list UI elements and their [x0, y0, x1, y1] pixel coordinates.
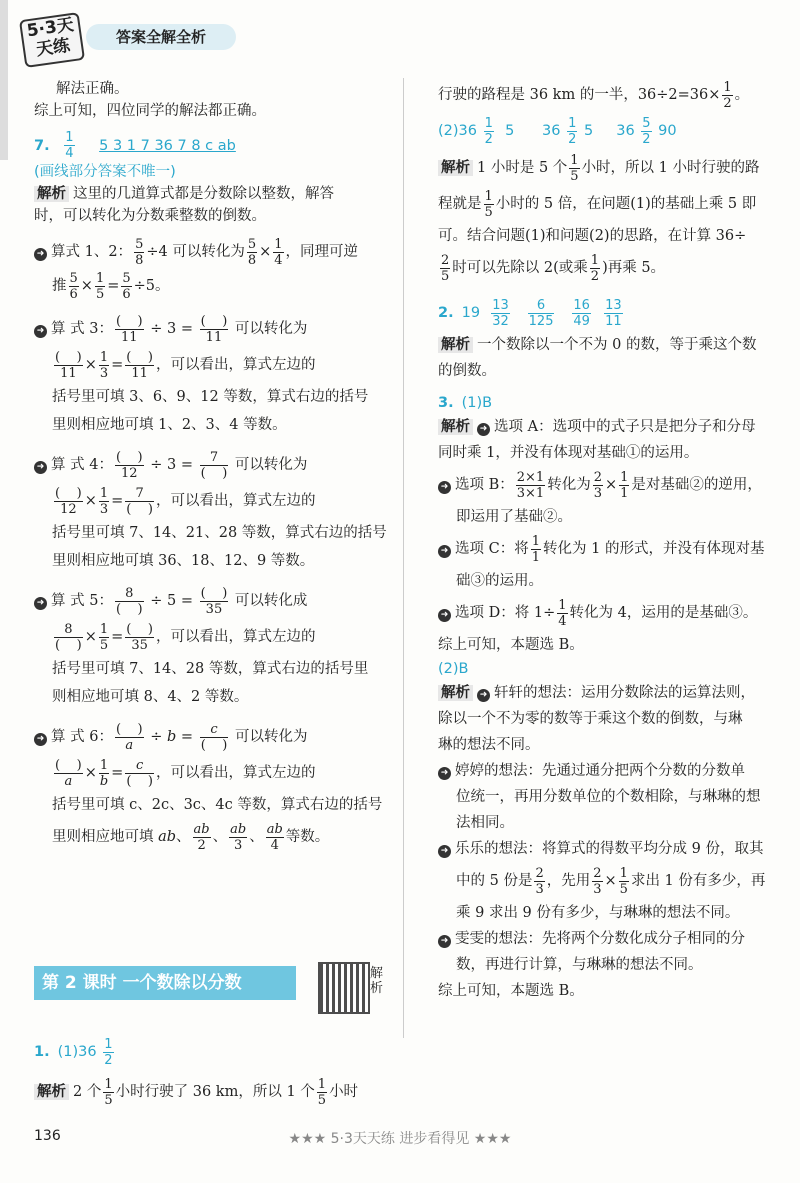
jiexi-tag: 解析 [438, 419, 473, 435]
answer: (2)36 [438, 123, 477, 139]
text-span: ，可以看出，算式左边的 [155, 629, 316, 645]
jiexi-tag: 解析 [34, 186, 69, 202]
text-line: 综上可知，本题选 B。 [438, 637, 584, 653]
left-column: 解法正确。 综上可知，四位同学的解法都正确。 7. $\frac{1}{4}$ 5 3 1 7 36 7 8 c ab (画线部分答案不唯一) 解析 这里的几道算式都是分数除以整数，解答 时，可以转化为分数乘整数的倒数。 ➜ 算式 1、2： $\frac{5}{8}$ ÷4 可以转化为 $\frac{5}{8}$ × $\frac{1}{4}$ ，同理可逆 推 $\frac{5}{6}$ × $\frac{1}{5}$ = $\frac{5}{6}$ ÷5。 ➜ 算 式 3： $\frac{( )}{11}$ ÷ 3 = $\frac{( )}{11}$ 可以转化为 $\frac{( )}{11}$ × $\frac{1}{3}$ = $\frac{( )}{11}$ ，可以看出，算式左边的 括号里可填 3、6、9、12 等数，算式右边的括号 里则相应地可填 1、2、3、4 等数。 ➜ 算 式 4： $\frac{( )}{12}$ ÷ 3 = $\frac{7}{( )}$ 可以转化为 $\frac{( )}{12}$ × $\frac{1}{3}$ = $\frac{7}{( )}$ ，可以看出，算式左边的 括号里可填 7、14、21、28 等数，算式右边的括号 里则相应地可填 36、18、12、9 等数。 ➜ 算 式 5： $\frac{8}{( )}$ ÷ 5 = $\frac{( )}{35}$ 可以转化成 $\frac{8}{( )}$ × $\frac{1}{5}$ = $\frac{( )}{35}$ ，可以看出，算式左边的 括号里可填 7、14、28 等数，算式右边的括号里 则相应地可填 8、4、2 等数。 ➜ 算 式 6： $\frac{( )}{a}$ ÷ b = $\frac{c}{( )}$ 可以转化为 $\frac{( )}{a}$ × $\frac{1}{b}$ = $\frac{c}{( )}$ ，可以看出，算式左边的 括号里可填 c、2c、3c、4c 等数，算式右边的括号 里则相应地可填 ab、 $\frac{ab}{2}$ 、 $\frac{ab}{3}$ 、 $\frac{ab}{4}$ 等数。 [34, 78, 379, 855]
text-line: 除以一个不为零的数等于乘这个数的倒数，与琳 [438, 711, 743, 727]
q7-answers: 5 3 1 7 36 7 8 c ab [99, 137, 236, 154]
arrow-icon: ➜ [438, 481, 451, 494]
answer: (1)B [461, 395, 493, 411]
text-span: 选项 D：将 1÷ [455, 605, 556, 621]
arrow-icon: ➜ [34, 733, 47, 746]
jiexi-tag: 解析 [34, 1084, 69, 1100]
text-span: 小时的 5 倍，在问题(1)的基础上乘 5 即 [495, 196, 757, 212]
arrow-icon: ➜ [438, 609, 451, 622]
text-span: 算 式 4： [51, 457, 113, 473]
text-span: ，可以看出，算式左边的 [156, 765, 316, 781]
text-span: 转化为 1 的形式，并没有体现对基 [543, 541, 765, 557]
text-line: 可。结合问题(1)和问题(2)的思路，在计算 36÷ [438, 228, 747, 244]
text-line: 数，再进行计算，与琳琳的想法不同。 [456, 957, 703, 973]
question-number: 3. [438, 395, 454, 411]
text-span: 婷婷的想法：先通过通分把两个分数的分数单 [455, 763, 745, 779]
question-number: 1. [34, 1044, 50, 1060]
text-span: )再乘 5。 [602, 260, 666, 276]
text-line: 时，可以转化为分数乘整数的倒数。 [34, 208, 266, 224]
text-line: 位统一，再用分数单位的个数相除，与琳琳的想 [456, 789, 761, 805]
text-span: 程就是 [438, 196, 482, 212]
text-line: 括号里可填 7、14、28 等数，算式右边的括号里 [52, 661, 369, 677]
arrow-icon: ➜ [438, 845, 451, 858]
text-span: 选项 A：选项中的式子只是把分子和分母 [494, 419, 756, 435]
question-number: 7. [34, 137, 50, 154]
text-line: 括号里可填 3、6、9、12 等数，算式右边的括号 [52, 389, 369, 405]
text-line: 即运用了基础②。 [456, 509, 572, 525]
text-span: 轩轩的想法：运用分数除法的运算法则， [494, 685, 755, 701]
text-span: 2 个 [73, 1084, 102, 1100]
header-banner: 答案全解全析 [86, 24, 236, 50]
jiexi-tag: 解析 [438, 160, 473, 176]
text-span: 推 [52, 278, 67, 294]
text-span: 里则相应地可填 [52, 829, 154, 845]
arrow-icon: ➜ [477, 689, 490, 702]
page-number: 136 [34, 1128, 61, 1144]
answer: (1)36 [57, 1044, 97, 1060]
text-span: 1 小时是 5 个 [477, 160, 568, 176]
q7-note: (画线部分答案不唯一) [34, 164, 176, 180]
text-line: 础③的运用。 [456, 573, 543, 589]
text-span: 时可以先除以 2(或乘 [452, 260, 588, 276]
text-span: 算 式 5： [51, 593, 113, 609]
text-line: 这里的几道算式都是分数除以整数，解答 [73, 186, 334, 202]
text-span: 小时行驶了 36 km，所以 1 个 [115, 1084, 315, 1100]
arrow-icon: ➜ [477, 423, 490, 436]
answer: (2)B [438, 661, 469, 677]
text-span: 转化为 4，运用的是基础③。 [569, 605, 758, 621]
text-line: 综上可知，四位同学的解法都正确。 [34, 103, 266, 119]
arrow-icon: ➜ [34, 248, 47, 261]
text-span: 可以转化为 [234, 321, 308, 337]
answer: 19 [461, 305, 481, 321]
fraction: $\frac{1}{4}$ [65, 130, 74, 161]
page-footer: ★★★ 5·3天天练 进步看得见 ★★★ [288, 1131, 512, 1147]
text-line: 琳的想法不同。 [438, 737, 540, 753]
text-span: 中的 5 份是 [456, 873, 533, 889]
text-line: 乘 9 求出 9 份有多少，与琳琳的想法不同。 [456, 905, 740, 921]
text-span: ，可以看出，算式左边的 [155, 493, 316, 509]
text-span: 乐乐的想法：将算式的得数平均分成 9 份，取其 [455, 841, 764, 857]
text-span: 选项 B： [455, 477, 514, 493]
arrow-icon: ➜ [34, 461, 47, 474]
text-line: 括号里可填 c、2c、3c、4c 等数，算式右边的括号 [52, 797, 383, 813]
jiexi-tag: 解析 [438, 337, 473, 353]
text-span: 可以转化为 [234, 457, 308, 473]
text-span: 算式 1、2： [51, 244, 133, 260]
text-span: ，可以看出，算式左边的 [155, 357, 316, 373]
text-span: 小时，所以 1 小时行驶的路 [581, 160, 760, 176]
text-span: 算 式 6： [51, 729, 113, 745]
q7-answer-line [34, 130, 379, 161]
jiexi-tag: 解析 [438, 685, 473, 701]
qr-code-icon[interactable] [318, 962, 370, 1014]
page-edge [0, 0, 8, 160]
text-span: 转化为 [547, 477, 591, 493]
question-number: 2. [438, 305, 454, 321]
text-span: 行驶的路程是 36 km 的一半，36÷2=36× [438, 87, 721, 103]
text-line: 的倒数。 [438, 363, 496, 379]
text-line: 里则相应地可填 1、2、3、4 等数。 [52, 417, 287, 433]
right-column: 行驶的路程是 36 km 的一半，36÷2=36× $\frac{1}{2}$ 。 (2)36 $\frac{1}{2}$ 5 36 $\frac{1}{2}$ 5 36 $\frac{5}{2}$ 90 解析 1 小时是 5 个 $\frac{1}{5}$ 小时，所以 1 小时行驶的路 程就是 $\frac{1}{5}$ 小时的 5 倍，在问题(1)的基础上乘 5 即 可。结合问题(1)和问题(2)的思路，在计算 36÷ $\frac{2}{5}$ 时可以先除以 2(或乘 $\frac{1}{2}$ )再乘 5。 2. 19 $\frac{13}{32}$ $\frac{6}{125}$ $\frac{16}{49}$ $\frac{13}{11}$ 解析 一个数除以一个不为 0 的数，等于乘这个数 的倒数。 3. (1)B 解析 ➜ 选项 A：选项中的式子只是把分子和分母 同时乘 1，并没有体现对基础①的运用。 ➜ 选项 B： $\frac{2\times 1}{3\times 1}$ 转化为 $\frac{2}{3}$ × $\frac{1}{1}$ 是对基础②的逆用， 即运用了基础②。 ➜ 选项 C：将 $\frac{1}{1}$ 转化为 1 的形式，并没有体现对基 础③的运用。 ➜ 选项 D：将 1÷ $\frac{1}{4}$ 转化为 4，运用的是基础③。 综上可知，本题选 B。 (2)B 解析 ➜ 轩轩的想法：运用分数除法的运算法则， 除以一个不为零的数等于乘这个数的倒数，与琳 琳的想法不同。 ➜ 婷婷的想法：先通过通分把两个分数的分数单 位统一，再用分数单位的个数相除，与琳琳的想 法相同。 ➜ 乐乐的想法：将算式的得数平均分成 9 份，取其 中的 5 份是 $\frac{2}{3}$ ，先用 $\frac{2}{3}$ × $\frac{1}{5}$ 求出 1 份有多少，再 乘 9 求出 9 份有多少，与琳琳的想法不同。 ➜ 雯雯的想法：先将两个分数化成分子相同的分 数，再进行计算，与琳琳的想法不同。 综上可知，本题选 B。 [438, 78, 778, 1004]
text-line: 综上可知，本题选 B。 [438, 983, 584, 999]
text-line: 同时乘 1，并没有体现对基础①的运用。 [438, 445, 699, 461]
arrow-icon: ➜ [438, 767, 451, 780]
text-span: 可以转化为 [172, 244, 245, 260]
text-span: ，先用 [546, 873, 591, 889]
text-span: 可以转化成 [234, 593, 308, 609]
lesson2-q1: 1. (1)36 $\frac{1}{2}$ 解析 2 个 $\frac{1}{5}$ 小时行驶了 36 km，所以 1 个 $\frac{1}{5}$ 小时 [34, 1036, 359, 1108]
text-span: 一个数除以一个不为 0 的数，等于乘这个数 [477, 337, 757, 353]
arrow-icon: ➜ [438, 935, 451, 948]
page-header [22, 12, 322, 62]
arrow-icon: ➜ [34, 325, 47, 338]
text-span: 等数。 [285, 829, 330, 845]
text-line: 解法正确。 [56, 81, 129, 97]
text-line: 里则相应地可填 36、18、12、9 等数。 [52, 553, 315, 569]
text-span: 是对基础②的逆用， [631, 477, 762, 493]
text-span: 可以转化为 [234, 729, 308, 745]
column-divider [403, 78, 404, 1038]
qr-label: 解析 [370, 966, 384, 996]
text-span: 求出 1 份有多少，再 [630, 873, 766, 889]
text-span: 选项 C：将 [455, 541, 529, 557]
text-span: 算 式 3： [51, 321, 113, 337]
brand-logo: 5·3天天练 [19, 12, 85, 68]
text-span: 小时 [329, 1084, 359, 1100]
text-span: ，同理可逆 [285, 244, 359, 260]
text-line: 括号里可填 7、14、21、28 等数，算式右边的括号 [52, 525, 387, 541]
section-title: 第 2 课时 一个数除以分数 [34, 966, 296, 1000]
text-span: 雯雯的想法：先将两个分数化成分子相同的分 [455, 931, 745, 947]
arrow-icon: ➜ [438, 545, 451, 558]
arrow-icon: ➜ [34, 597, 47, 610]
text-line: 则相应地可填 8、4、2 等数。 [52, 689, 249, 705]
text-line: 法相同。 [456, 815, 514, 831]
